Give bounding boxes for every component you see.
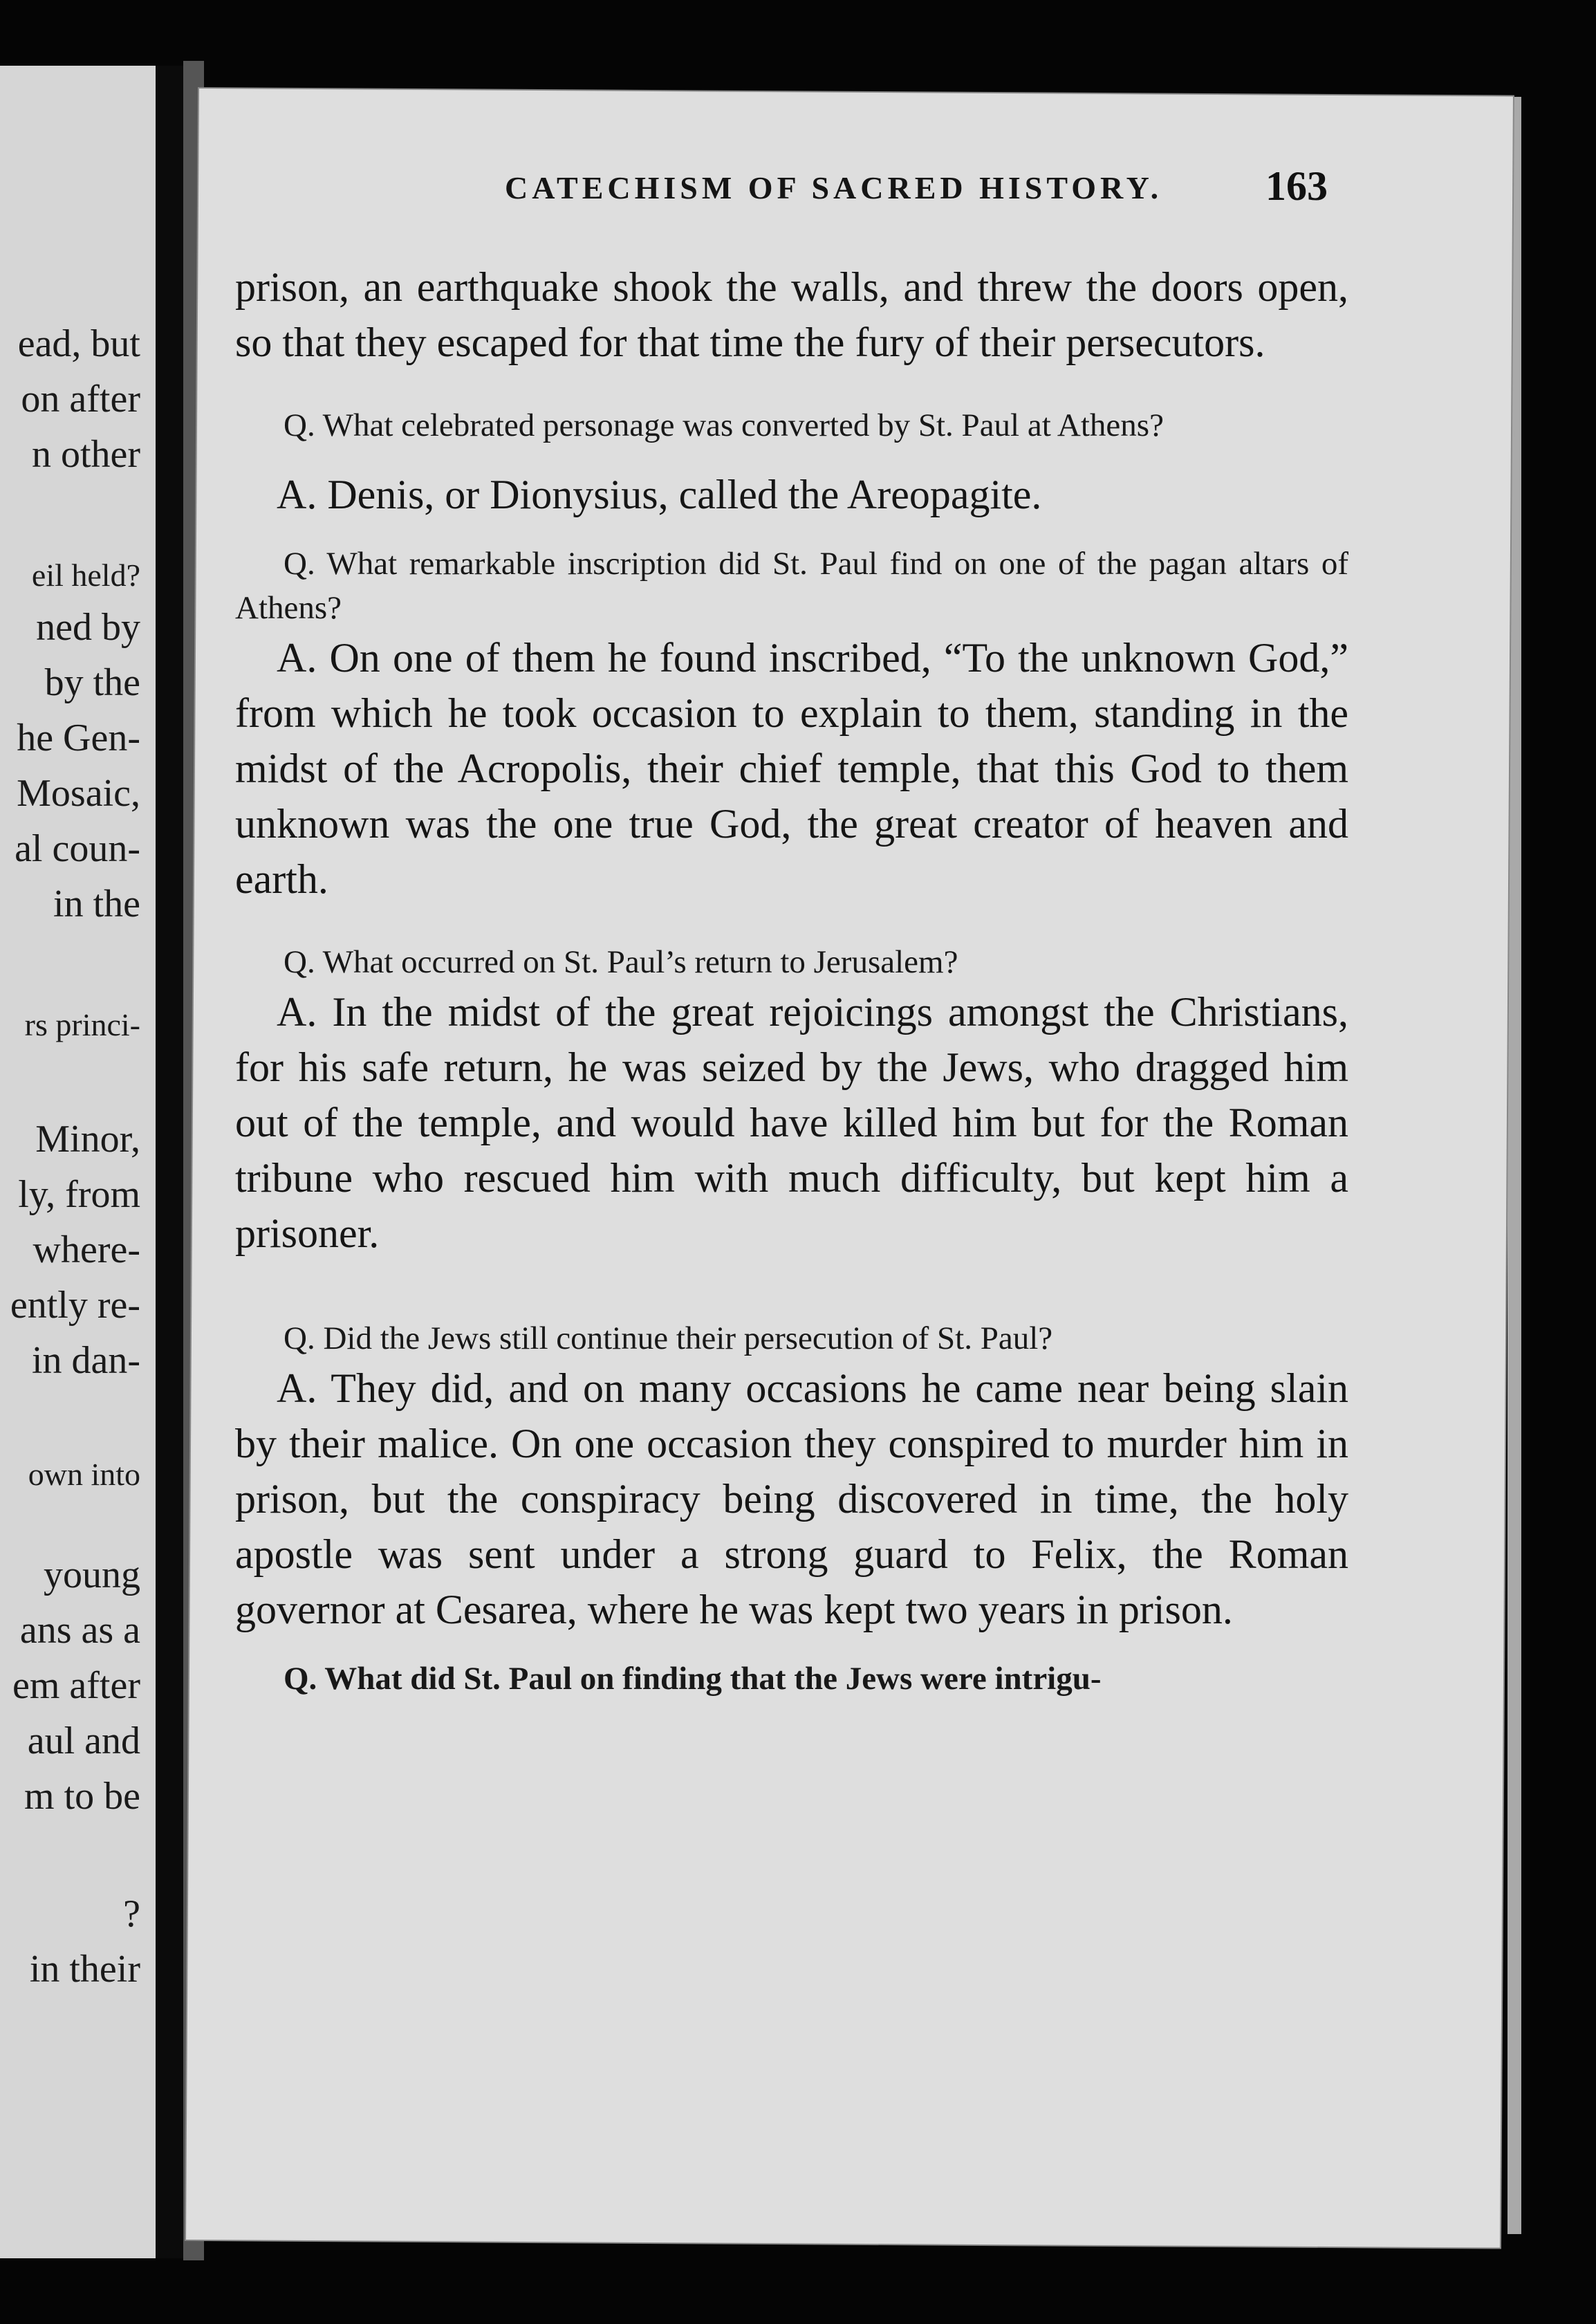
page-body xyxy=(235,259,1348,1701)
left-line: own into xyxy=(28,1457,140,1492)
paragraph-continuation: prison, an earthquake shook the walls, and threw the doors open, so that they escaped for that time the fury of their persecutors. xyxy=(235,264,1348,365)
left-line: ead, but xyxy=(17,322,140,365)
question-intrigue: Q. What did St. Paul on finding that the Jews were intrigu- xyxy=(284,1661,1102,1697)
left-line: he Gen- xyxy=(17,717,140,759)
left-line: eil held? xyxy=(31,557,140,593)
left-line: young xyxy=(44,1553,140,1596)
left-line: ans as a xyxy=(19,1609,140,1652)
answer-jerusalem-return: A. In the midst of the great rejoicings amongst the Christians, for his safe return, he was seized by the Jews, who dragged him out of the temple, and would have killed him but for the Roman tribune who rescued him with much difficulty, but kept him a prisoner. xyxy=(235,989,1348,1256)
page-header xyxy=(304,156,1328,239)
left-line: on after xyxy=(21,378,140,421)
question-inscription: Q. What remarkable inscription did St. Paul find on one of the pagan altars of Athens? xyxy=(235,546,1348,626)
left-page-fragment xyxy=(0,66,156,2258)
answer-athens-convert: A. Denis, or Dionysius, called the Areopagite. xyxy=(277,472,1042,517)
left-line: Mosaic, xyxy=(17,772,140,815)
left-line: al coun- xyxy=(15,827,140,870)
question-jerusalem-return: Q. What occurred on St. Paul’s return to Jerusalem? xyxy=(284,944,958,980)
left-line: aul and xyxy=(27,1719,140,1762)
question-persecution: Q. Did the Jews still continue their persecution of St. Paul? xyxy=(284,1320,1053,1356)
answer-inscription: A. On one of them he found inscribed, “To the unknown God,” from which he took occasion to explain to them, standing in the midst of the Acropolis, their chief temple, that this God to them unknown was the one true God, the great creator of heaven and earth. xyxy=(235,635,1348,902)
question-athens-convert: Q. What celebrated personage was converted by St. Paul at Athens? xyxy=(284,407,1164,443)
running-head: CATECHISM OF SACRED HISTORY. xyxy=(505,170,1163,205)
left-line: Minor, xyxy=(35,1118,140,1161)
left-line: ned by xyxy=(36,606,140,649)
left-line: n other xyxy=(31,433,140,476)
answer-persecution: A. They did, and on many occasions he came near being slain by their malice. On one occasion they conspired to murder him in prison, but the conspiracy being discovered in time, the holy apostle was sent under a strong guard to Felix, the Roman governor at Cesarea, where he was kept two years in prison. xyxy=(235,1365,1348,1632)
left-line: in dan- xyxy=(31,1339,140,1382)
page-number: 163 xyxy=(1265,163,1328,209)
left-line: where- xyxy=(33,1228,140,1271)
left-line: by the xyxy=(44,661,140,704)
left-line: in their xyxy=(29,1948,140,1991)
left-line: rs princi- xyxy=(24,1007,140,1042)
left-line: ently re- xyxy=(10,1284,140,1327)
left-line: em after xyxy=(12,1664,140,1707)
left-line: in the xyxy=(53,883,140,925)
left-line: ly, from xyxy=(18,1173,140,1216)
left-line: ? xyxy=(123,1892,140,1935)
left-line: m to be xyxy=(24,1775,140,1818)
